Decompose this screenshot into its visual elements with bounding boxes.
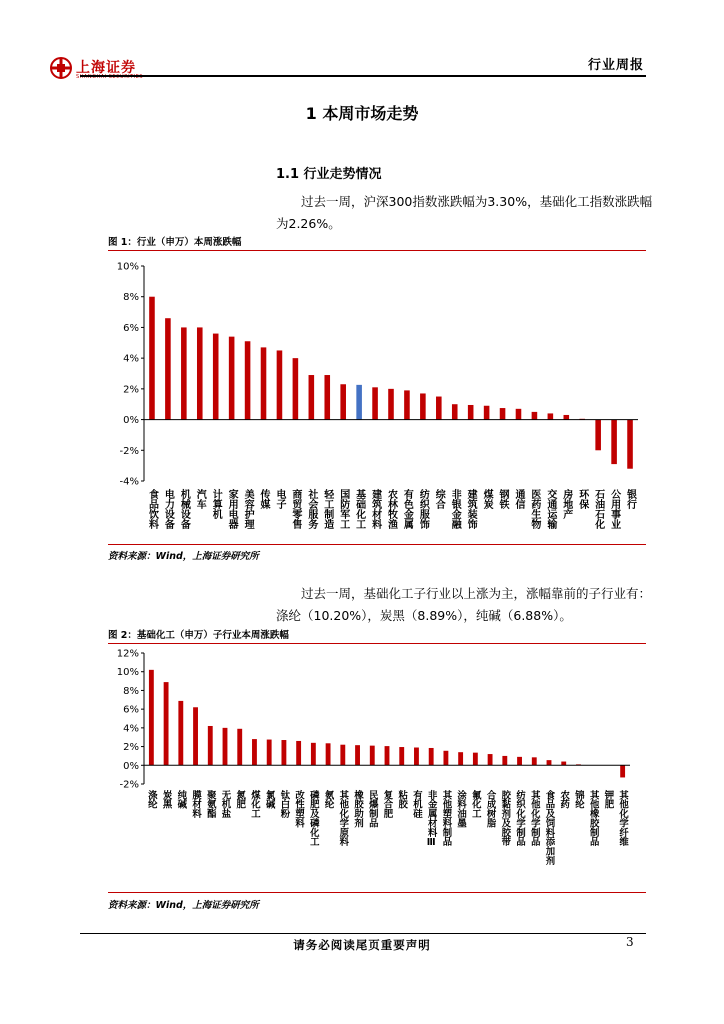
x-category-label: 交通运输	[544, 489, 556, 529]
bar-橡胶助剂	[355, 745, 360, 765]
x-category-label: 氨纶	[322, 790, 334, 809]
y-tick-label: 0%	[123, 415, 139, 427]
bar-美容护理	[245, 341, 251, 419]
x-category-label: 银行	[624, 489, 636, 509]
y-tick-label: -2%	[119, 779, 139, 791]
bar-建筑材料	[372, 387, 378, 419]
figure-2-top-rule	[108, 643, 646, 644]
x-category-label: 传媒	[258, 489, 270, 509]
bar-钛白粉	[281, 740, 286, 765]
x-category-label: 纺织化学制品	[514, 790, 526, 847]
bar-建筑装饰	[468, 405, 474, 420]
page-number: 3	[626, 935, 634, 949]
x-category-label: 钛白粉	[278, 790, 290, 819]
brand-logo-icon	[50, 57, 72, 79]
x-category-label: 基础化工	[353, 489, 365, 529]
bar-纺织服饰	[420, 393, 426, 419]
bar-基础化工	[356, 385, 362, 420]
x-category-label: 氟化工	[469, 790, 481, 819]
bar-国防军工	[340, 384, 346, 419]
y-tick-label: -4%	[119, 476, 139, 488]
x-category-label: 其他橡胶制品	[587, 790, 599, 847]
x-category-label: 食品及饲料添加剂	[543, 790, 555, 866]
x-category-label: 民爆制品	[366, 790, 378, 828]
x-category-label: 农药	[558, 790, 570, 809]
y-tick-label: 8%	[123, 685, 139, 697]
bar-公用事业	[611, 420, 617, 465]
bar-家用电器	[229, 337, 235, 420]
y-tick-label: 4%	[123, 353, 139, 365]
x-category-label: 综合	[433, 489, 445, 509]
x-category-label: 粘胶	[396, 790, 408, 809]
y-tick-label: 6%	[123, 704, 139, 716]
bar-有机硅	[414, 748, 419, 766]
bar-计算机	[213, 334, 219, 420]
y-tick-label: 0%	[123, 760, 139, 772]
chemical-subindustry-weekly-change-chart	[108, 645, 648, 890]
figure-2-source: 资料来源：Wind，上海证券研究所	[108, 900, 259, 911]
bar-炭黑	[164, 682, 169, 765]
paragraph-subindustry-performance: 过去一周，基础化工子行业以上涨为主，涨幅靠前的子行业有：涤纶（10.20%），炭黑（8.89%），纯碱（6.88%）。	[276, 586, 652, 623]
x-category-label: 社会服务	[305, 489, 317, 529]
x-category-label: 纺织服饰	[417, 489, 429, 529]
bar-交通运输	[548, 413, 554, 419]
bar-汽车	[197, 327, 203, 419]
x-category-label: 食品饮料	[146, 489, 158, 529]
x-category-label: 钾肥	[602, 790, 614, 809]
x-category-label: 煤化工	[248, 790, 260, 819]
bar-合成树脂	[488, 754, 493, 765]
x-category-label: 钢铁	[497, 489, 509, 509]
bar-其他化学制品	[532, 757, 537, 765]
bar-综合	[436, 397, 442, 420]
x-category-label: 复合肥	[381, 790, 393, 819]
bar-氯碱	[267, 740, 272, 766]
bar-煤炭	[484, 406, 490, 420]
bar-石油石化	[595, 420, 601, 451]
y-tick-label: 10%	[116, 261, 139, 273]
y-tick-label: 4%	[123, 723, 139, 735]
bar-煤化工	[252, 739, 257, 765]
x-category-label: 建筑装饰	[465, 489, 477, 529]
figure-1-title: 图 1：行业（申万）本周涨跌幅	[108, 237, 242, 248]
x-category-label: 膜材料	[190, 790, 202, 819]
bar-传媒	[261, 347, 267, 419]
bar-商贸零售	[293, 358, 299, 419]
x-category-label: 电力设备	[162, 489, 174, 529]
x-category-label: 非金属材料Ⅲ	[425, 790, 437, 848]
bar-其他化学原料	[340, 745, 345, 766]
x-category-label: 非银金融	[449, 489, 461, 529]
bar-改性塑料	[296, 741, 301, 765]
bar-氮肥	[237, 729, 242, 765]
footer-divider	[80, 933, 646, 934]
bar-其他化学纤维	[620, 765, 625, 777]
bar-涂料油墨	[458, 752, 463, 765]
bar-聚氨酯	[208, 726, 213, 765]
brand-name-en: SHANGHAI SECURITIES	[76, 74, 144, 80]
x-category-label: 氯碱	[263, 790, 275, 809]
bar-电力设备	[165, 318, 171, 419]
bar-无机盐	[223, 728, 228, 765]
x-category-label: 机械设备	[178, 489, 190, 529]
x-category-label: 轻工制造	[321, 489, 333, 529]
bar-纺织化学制品	[517, 757, 522, 765]
header-divider	[80, 75, 646, 77]
x-category-label: 合成树脂	[484, 790, 496, 828]
x-category-label: 无机盐	[219, 790, 231, 819]
x-category-label: 家用电器	[226, 489, 238, 529]
figure-1-bottom-rule	[108, 544, 646, 545]
y-tick-label: 10%	[116, 667, 139, 679]
x-category-label: 计算机	[210, 489, 222, 519]
footer-disclaimer: 请务必阅读尾页重要声明	[293, 938, 431, 952]
subsection-heading: 1.1 行业走势情况	[276, 167, 382, 182]
x-category-label: 胶黏剂及胶带	[499, 790, 511, 847]
x-category-label: 磷肥及磷化工	[307, 790, 319, 847]
bar-复合肥	[385, 746, 390, 765]
x-category-label: 橡胶助剂	[352, 790, 364, 828]
bar-农药	[561, 762, 566, 766]
bar-其他塑料制品	[443, 751, 448, 766]
x-category-label: 锦纶	[572, 790, 584, 809]
x-category-label: 其他塑料制品	[440, 790, 452, 847]
industry-weekly-change-chart	[108, 252, 648, 542]
x-category-label: 农林牧渔	[385, 489, 397, 529]
report-type: 行业周报	[587, 58, 644, 73]
x-category-label: 炭黑	[160, 790, 172, 809]
bar-胶黏剂及胶带	[502, 756, 507, 765]
x-category-label: 其他化学制品	[528, 790, 540, 847]
x-category-label: 房地产	[560, 489, 572, 519]
figure-2-bottom-rule	[108, 892, 646, 893]
y-tick-label: 8%	[123, 292, 139, 304]
x-category-label: 商贸零售	[289, 489, 301, 529]
x-category-label: 医药生物	[528, 489, 540, 529]
bar-膜材料	[193, 707, 198, 765]
bar-机械设备	[181, 327, 187, 419]
bar-非金属材料Ⅲ	[429, 748, 434, 765]
x-category-label: 石油石化	[592, 489, 604, 529]
x-category-label: 汽车	[194, 489, 206, 509]
x-category-label: 国防军工	[337, 489, 349, 529]
bar-有色金属	[404, 390, 410, 419]
x-category-label: 有机硅	[410, 790, 422, 819]
bar-社会服务	[309, 375, 315, 420]
x-category-label: 改性塑料	[293, 790, 305, 828]
y-tick-label: 2%	[123, 384, 139, 396]
x-category-label: 环保	[576, 489, 588, 509]
x-category-label: 聚氨酯	[204, 790, 216, 819]
bar-轻工制造	[324, 375, 330, 420]
bar-电子	[277, 350, 283, 419]
brand-name-cn: 上海证券	[76, 60, 136, 76]
figure-1-top-rule	[108, 250, 646, 251]
y-tick-label: 2%	[123, 742, 139, 754]
x-category-label: 公用事业	[608, 489, 620, 529]
x-category-label: 通信	[512, 489, 524, 509]
bar-非银金融	[452, 404, 458, 419]
x-category-label: 电子	[273, 489, 285, 509]
x-category-label: 其他化学原料	[337, 790, 349, 847]
x-category-label: 涂料油墨	[455, 790, 467, 828]
bar-民爆制品	[370, 746, 375, 766]
figure-2-title: 图 2：基础化工（申万）子行业本周涨跌幅	[108, 630, 289, 641]
bar-通信	[516, 409, 522, 420]
bar-氨纶	[326, 743, 331, 765]
y-tick-label: 6%	[123, 322, 139, 334]
brand-logo	[50, 55, 160, 85]
bar-食品饮料	[149, 297, 155, 420]
bar-房地产	[564, 415, 570, 420]
x-category-label: 美容护理	[242, 489, 254, 529]
bar-食品及饲料添加剂	[547, 760, 552, 765]
bar-医药生物	[532, 412, 538, 420]
bar-粘胶	[399, 747, 404, 765]
x-category-label: 纯碱	[175, 790, 187, 809]
bar-氟化工	[473, 753, 478, 766]
bar-钢铁	[500, 408, 506, 420]
bar-银行	[627, 420, 633, 469]
bar-纯碱	[178, 701, 183, 765]
bar-农林牧渔	[388, 389, 394, 420]
x-category-label: 煤炭	[481, 489, 493, 509]
x-category-label: 其他化学纤维	[617, 790, 629, 847]
y-tick-label: 12%	[116, 648, 139, 660]
y-tick-label: -2%	[119, 445, 139, 457]
bar-磷肥及磷化工	[311, 743, 316, 765]
x-category-label: 涤纶	[145, 790, 157, 809]
section-heading: 1 本周市场走势	[305, 104, 419, 123]
x-category-label: 有色金属	[401, 489, 413, 529]
figure-1-source: 资料来源：Wind，上海证券研究所	[108, 551, 259, 562]
x-category-label: 氮肥	[234, 790, 246, 809]
bar-涤纶	[149, 670, 154, 765]
x-category-label: 建筑材料	[369, 489, 381, 529]
paragraph-index-performance: 过去一周，沪深300指数涨跌幅为3.30%，基础化工指数涨跌幅为2.26%。	[276, 194, 653, 231]
